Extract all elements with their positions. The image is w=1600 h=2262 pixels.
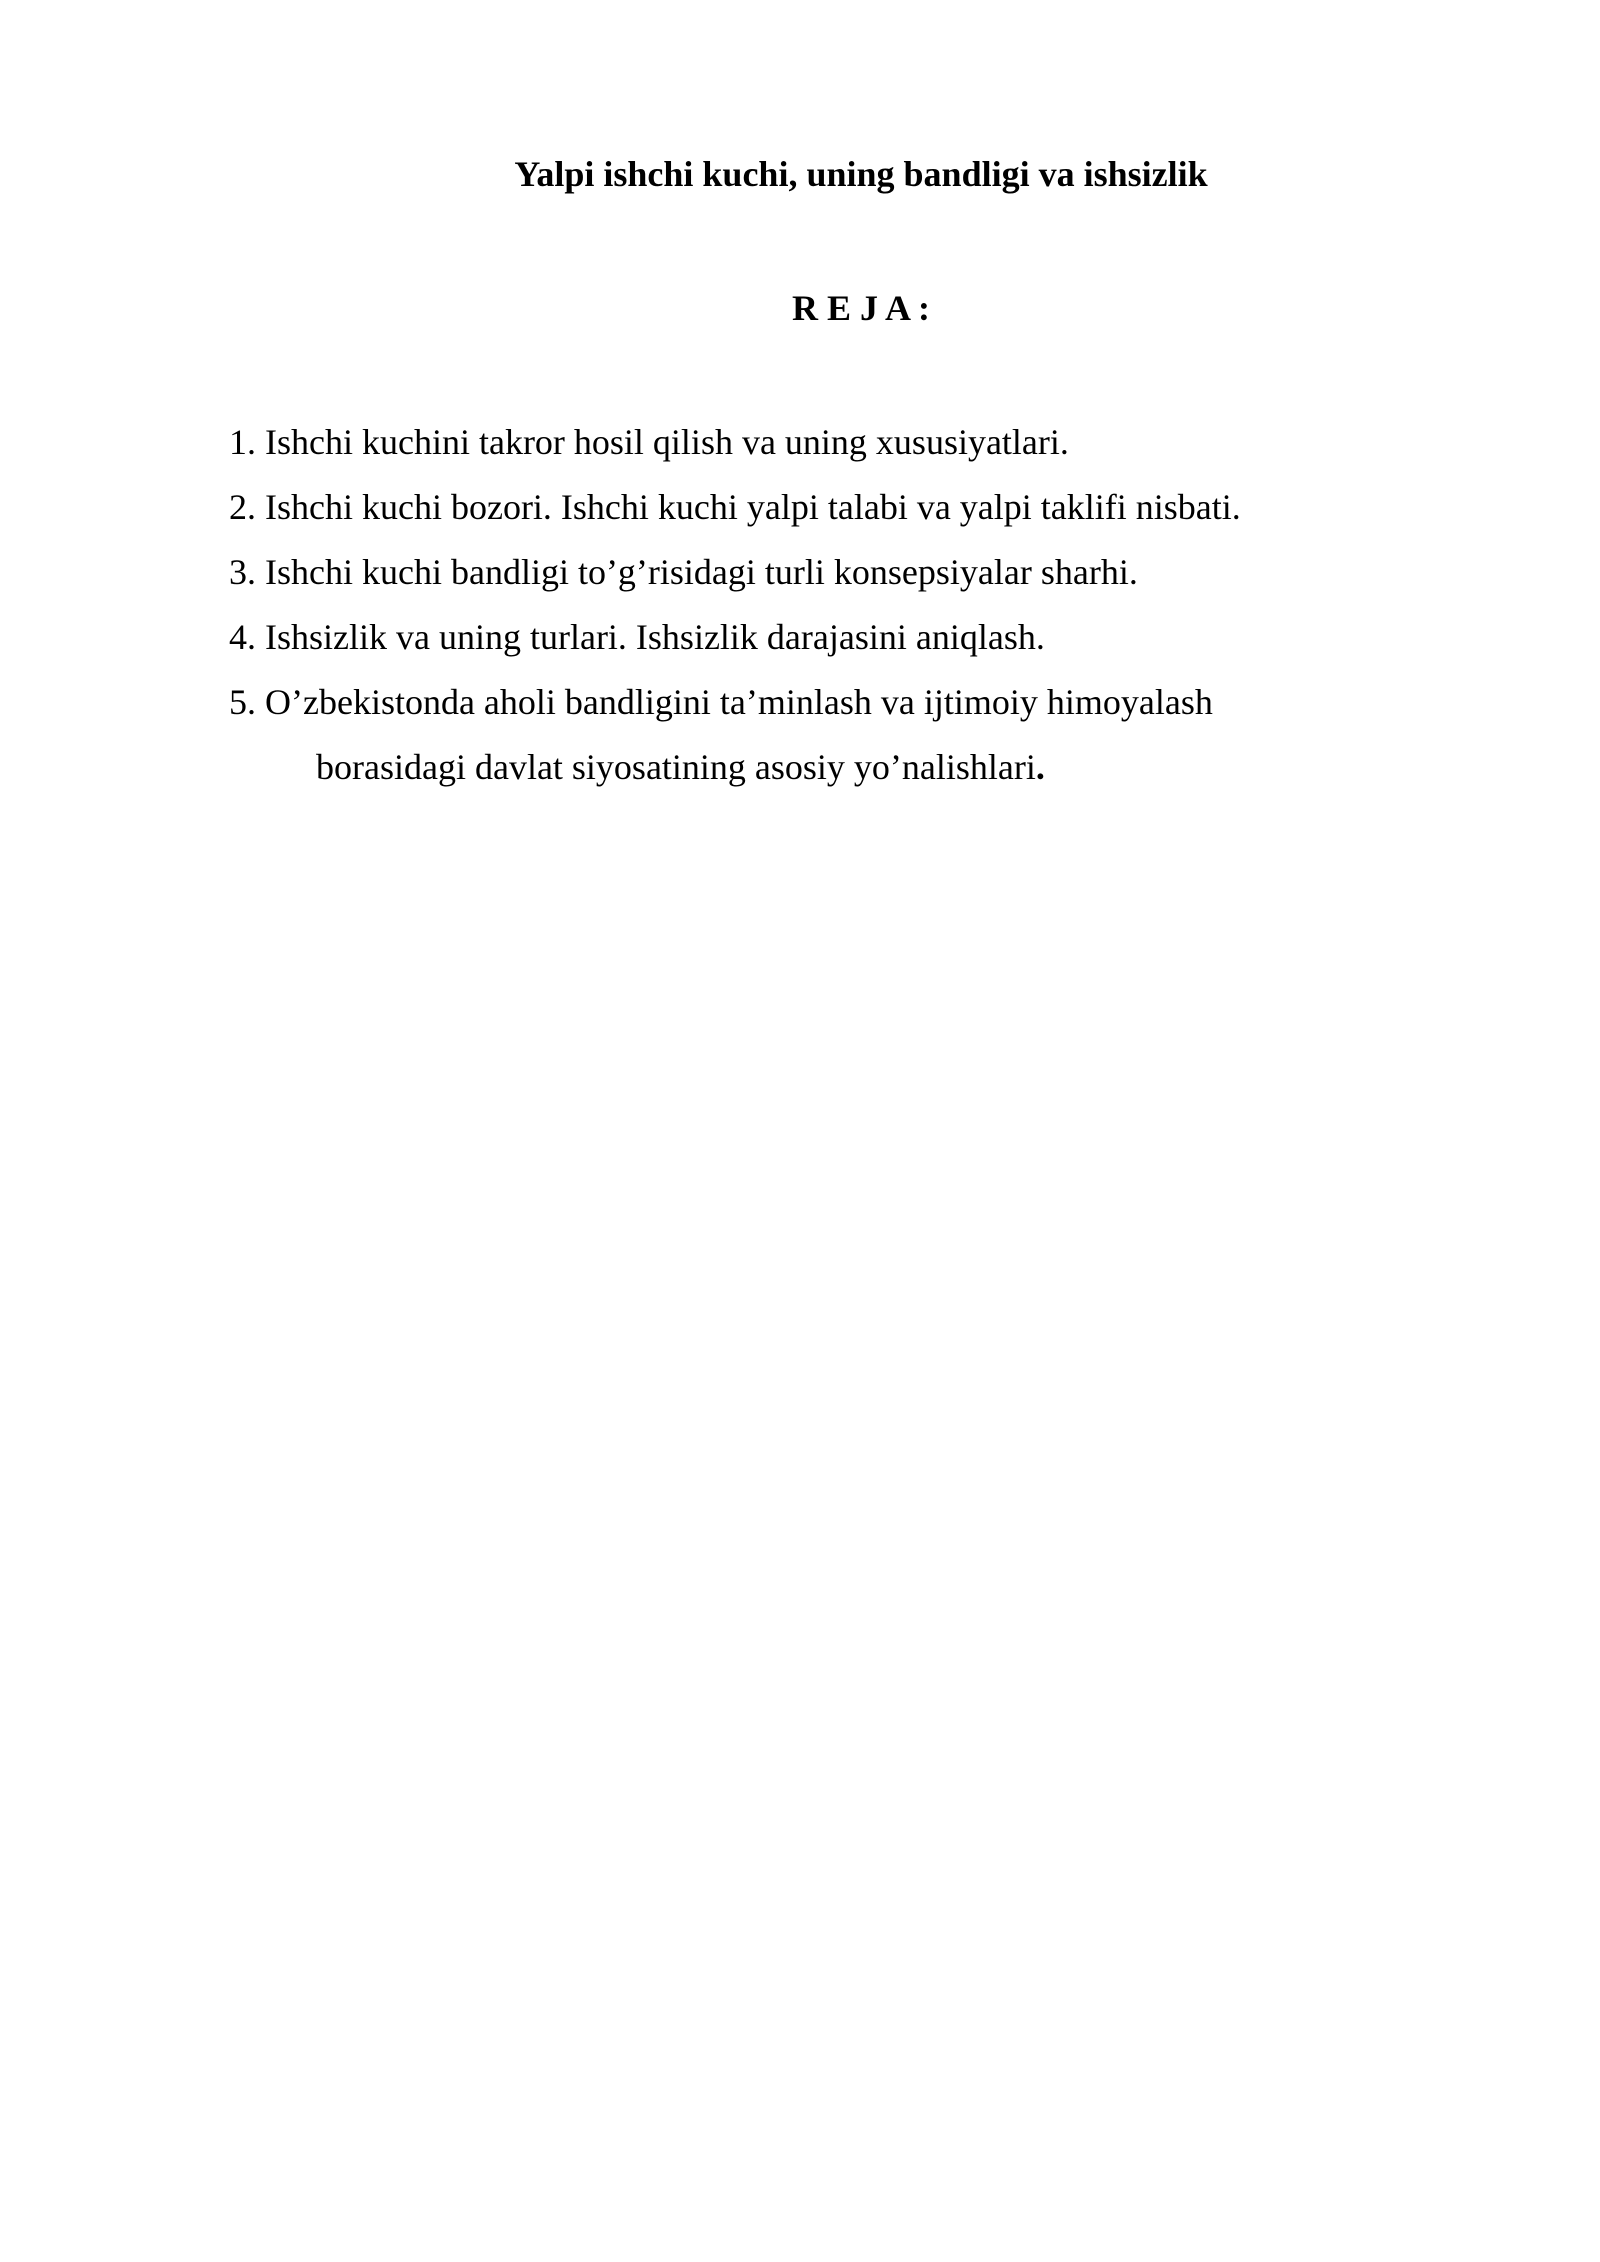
plan-item-5: [229, 670, 1429, 800]
plan-item-4: [229, 605, 1429, 670]
plan-item-text: Ishsizlik va uning turlari. Ishsizlik darajasini aniqlash.: [265, 617, 1045, 657]
plan-item-text: Ishchi kuchi bandligi to’g’risidagi turli konsepsiyalar sharhi.: [265, 552, 1138, 592]
plan-item-text: O’zbekistonda aholi bandligini ta’minlash va ijtimoiy himoyalash: [265, 682, 1213, 722]
plan-item-3: [229, 540, 1429, 605]
document-title: Yalpi ishchi kuchi, uning bandligi va ishsizlik: [514, 154, 1208, 194]
plan-item-continuation: [229, 735, 1429, 800]
plan-item-continuation-text: borasidagi davlat siyosatining asosiy yo’nalishlari: [316, 747, 1036, 787]
plan-item-number: 3.: [229, 552, 256, 592]
plan-item-text: Ishchi kuchini takror hosil qilish va uning xususiyatlari.: [265, 422, 1069, 462]
plan-item-end-mark: .: [1035, 747, 1045, 787]
plan-heading: R E J A :: [791, 288, 931, 328]
plan-list: [229, 410, 1429, 800]
plan-item-number: 5.: [229, 682, 256, 722]
plan-item-2: [229, 475, 1429, 540]
plan-item-number: 2.: [229, 487, 256, 527]
plan-item-text: Ishchi kuchi bozori. Ishchi kuchi yalpi talabi va yalpi taklifi nisbati.: [265, 487, 1241, 527]
plan-item-number: 1.: [229, 422, 256, 462]
plan-item-1: [229, 410, 1429, 475]
plan-item-number: 4.: [229, 617, 256, 657]
